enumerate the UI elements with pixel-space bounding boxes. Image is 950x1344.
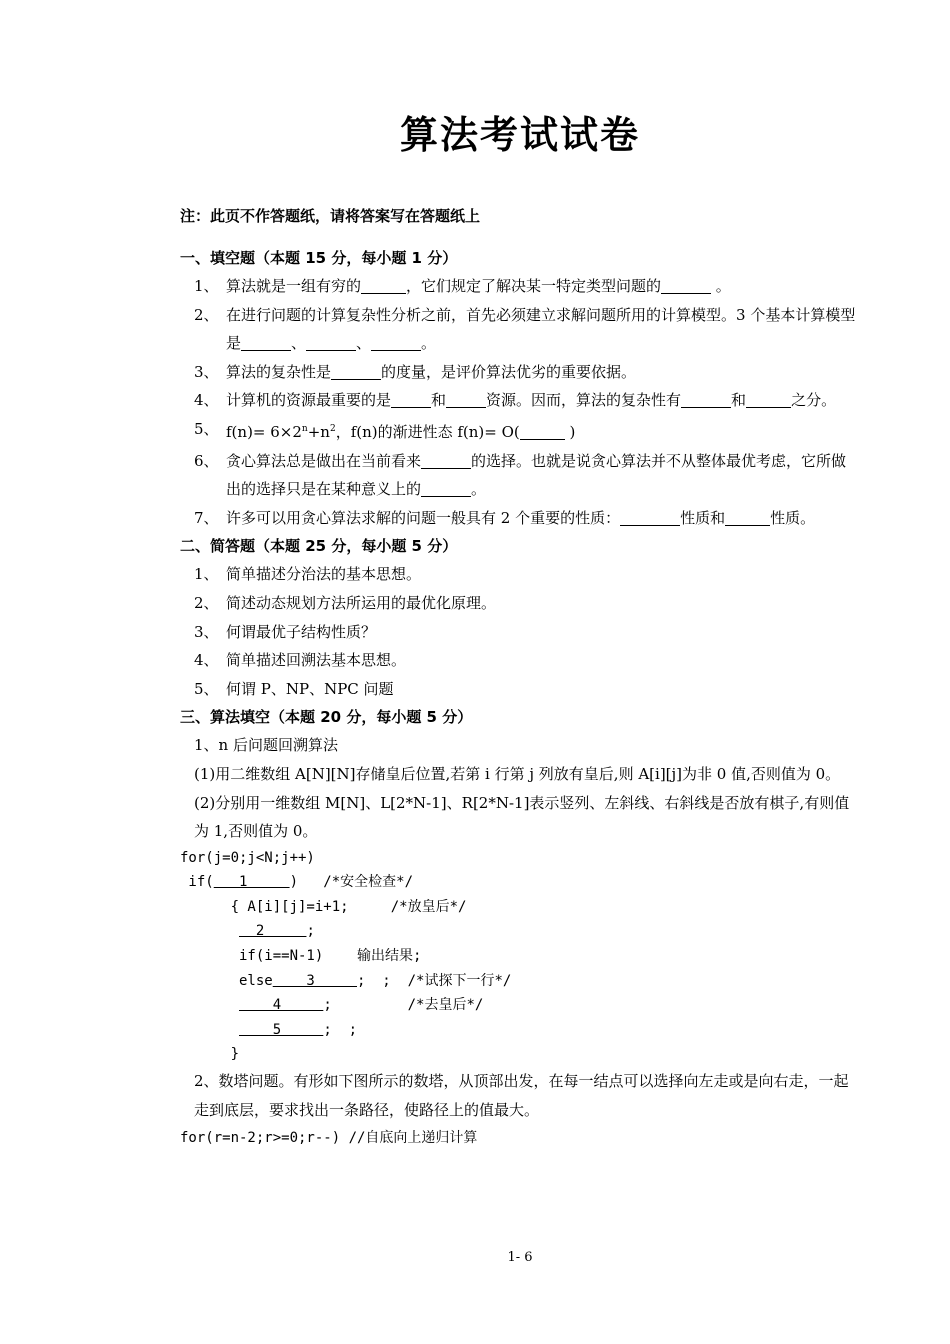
q1-item	[180, 272, 860, 301]
q7-text: 许多可以用贪心算法求解的问题一般具有 2 个重要的性质： 性质和 性质。	[226, 508, 816, 527]
q3-text: 算法的复杂性是 的度量，是评价算法优劣的重要依据。	[226, 362, 637, 381]
answer-blank	[520, 423, 565, 440]
q5-item	[180, 415, 860, 447]
answer-blank	[421, 452, 471, 469]
list-item: 5、 何谓 P、NP、NPC 问题	[194, 679, 394, 698]
code-blank-2: 2	[239, 923, 307, 940]
list-item: 3、 何谓最优子结构性质？	[194, 622, 377, 641]
q7-item	[180, 504, 860, 533]
q4-number: 4、	[194, 391, 219, 410]
list-item: 2、 简述动态规划方法所运用的最优化原理。	[194, 593, 497, 612]
problem1-title: 1、n 后问题回溯算法	[194, 736, 338, 755]
page-title: 算法考试试卷	[399, 113, 640, 157]
list-item: 4、 简单描述回溯法基本思想。	[194, 651, 407, 670]
answer-blank	[371, 334, 421, 351]
problem2-code: for(r=n-2;r>=0;r--) //自底向上递归计算	[180, 1130, 478, 1147]
q4-item	[180, 386, 860, 415]
q5-text: $f(n)= 6\times 2^n+n^2$，f(n)的渐进性态 f(n)= O( )	[226, 422, 576, 441]
q5-number: 5、	[194, 419, 219, 438]
answer-blank	[725, 509, 770, 526]
answer-blank	[661, 277, 711, 294]
code-block: for(j=0;j<N;j++) if( 1 ) /*安全检查*/ { A[i][j]=i+1; /*放皇后*/ 2 ; if(i==N-1) 输出结果; else 3 ; ; /*试探下一行*/ 4 ; /*去皇后*/ 5 ; ; }	[180, 849, 512, 1063]
answer-blank	[681, 391, 731, 408]
q1-text: 算法就是一组有穷的 ，它们规定了解决某一特定类型问题的 。	[226, 277, 731, 295]
answer-blank	[746, 391, 791, 408]
q7-number: 7、	[194, 508, 219, 527]
q6-text: 贪心算法总是做出在当前看来 的选择。也就是说贪心算法并不从整体最优考虑，它所做出的选择只是在某种意义上的 。	[226, 451, 847, 499]
page-number: 1- 6	[507, 1250, 533, 1265]
answer-blank	[421, 480, 471, 497]
q2-number: 2、	[194, 305, 219, 324]
answer-blank	[331, 363, 381, 380]
q2-item	[180, 301, 860, 358]
q3-number: 3、	[194, 362, 219, 381]
section2-heading: 二、简答题（本题 25 分，每小题 5 分）	[180, 537, 458, 556]
answer-blank	[620, 509, 680, 526]
code-blank-5: 5	[239, 1021, 324, 1038]
list-item: 1、 简单描述分治法的基本思想。	[194, 565, 422, 584]
q2-text: 在进行问题的计算复杂性分析之前，首先必须建立求解问题所用的计算模型。3 个基本计算模型是 、 、 。	[226, 305, 856, 353]
problem1-desc-b: (2)分别用一维数组 M[N]、L[2*N-1]、R[2*N-1]表示竖列、左斜线、右斜线是否放有棋子,有则值为 1,否则值为 0。	[194, 793, 850, 841]
q6-item	[180, 447, 860, 504]
q1-number: 1、	[194, 277, 219, 295]
q6-number: 6、	[194, 451, 219, 470]
q4-text: 计算机的资源最重要的是 和 资源。因而，算法的复杂性有 和 之分。	[226, 391, 837, 410]
answer-blank	[391, 391, 431, 408]
exam-content	[180, 244, 860, 1152]
code-blank-4: 4	[239, 997, 324, 1014]
section1-heading: 一、填空题（本题 15 分，每小题 1 分）	[180, 249, 458, 267]
problem1-desc-a: (1)用二维数组 A[N][N]存储皇后位置,若第 i 行第 j 列放有皇后,则 A[i][j]为非 0 值,否则值为 0。	[194, 764, 841, 783]
q3-item	[180, 358, 860, 387]
problem2-desc: 2、数塔问题。有形如下图所示的数塔，从顶部出发，在每一结点可以选择向左走或是向右走，一起走到底层，要求找出一条路径，使路径上的值最大。	[194, 1072, 849, 1119]
answer-blank	[306, 334, 356, 351]
code-blank-3: 3	[272, 972, 358, 989]
section3-heading: 三、算法填空（本题 20 分，每小题 5 分）	[180, 708, 473, 727]
answer-blank	[241, 334, 291, 351]
answer-blank	[446, 391, 486, 408]
answer-blank	[361, 277, 406, 294]
code-blank-1: 1	[213, 874, 290, 891]
exam-note: 注：此页不作答题纸，请将答案写在答题纸上	[180, 207, 481, 225]
